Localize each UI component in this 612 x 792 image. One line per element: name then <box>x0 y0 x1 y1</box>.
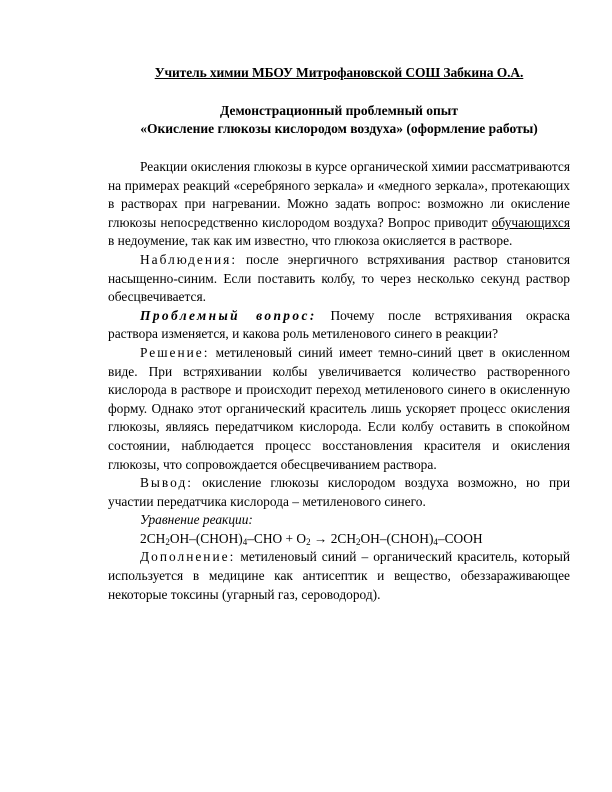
intro-text-1: Реакции окисления глюкозы в курсе органической химии рассматриваются на примерах реакций «серебряного зеркала» и «медного зеркала», протекающих в растворах при нагревании. Можно задать вопрос: возможно ли окисление глюкозы непосредственно кислородом воздуха? Вопрос приводит <box>108 159 570 230</box>
underlined-word: обучающихся <box>491 214 570 230</box>
problem-label: Проблемный вопрос: <box>140 307 317 323</box>
eq-subscript: 2 <box>356 536 361 547</box>
eq-part: –COOH <box>437 530 483 546</box>
intro-text-2: в недоумение, так как им известно, что глюкоза окисляется в растворе. <box>108 233 513 249</box>
conclusion-label: Вывод: <box>140 475 194 491</box>
eq-part: OH–(CHOH) <box>169 530 243 546</box>
eq-part: –CHO + O <box>247 530 307 546</box>
eq-subscript: 2 <box>306 536 311 547</box>
observation-label: Наблюдения: <box>140 251 238 267</box>
eq-subscript: 4 <box>433 536 438 547</box>
eq-part: OH–(CHOH) <box>360 530 434 546</box>
observation-paragraph <box>108 251 570 307</box>
problem-text: Почему после встряхивания окраска раствора изменяется, и какова роль метиленового синего в реакции? <box>108 307 570 342</box>
solution-label: Решение: <box>140 344 210 360</box>
eq-subscript: 4 <box>242 536 248 547</box>
reaction-arrow: → <box>310 530 331 546</box>
addition-text: метиленовый синий – органический краситель, который используется в медицине как антисептик и вещество, обеззараживающее некоторые токсины (угарный газ, сероводород). <box>108 549 570 602</box>
chemical-equation <box>108 530 570 549</box>
conclusion-text: окисление глюкозы кислородом воздуха возможно, но при участии передатчика кислорода – метиленового синего. <box>108 475 570 509</box>
equation-label: Уравнение реакции: <box>140 512 253 528</box>
intro-paragraph <box>108 158 570 251</box>
addition-label: Дополнение: <box>140 549 236 565</box>
document-page <box>108 64 570 604</box>
observation-text: после энергичного встряхивания раствор становится насыщенно-синим. Если поставить колбу, то через несколько секунд раствор обесцвечивается. <box>108 251 570 305</box>
eq-part: 2CH <box>330 530 357 546</box>
solution-text: метиленовый синий имеет темно-синий цвет в окисленном виде. При встряхивании колбы увеличивается количество растворенного кислорода в растворе и происходит переход метиленового синего в окисленную форму. Однако этот органический краситель лишь ускоряет процесс окисления глюкозы, являясь передатчиком кислорода. Если колбу оставить в спокойном состоянии, наблюдается процесс восстановления красителя и окисления глюкозы, что сопровождается обесцвечиванием раствора. <box>108 344 570 472</box>
title-line-1: Демонстрационный проблемный опыт <box>220 103 458 118</box>
document-title <box>108 102 570 138</box>
author-line: Учитель химии МБОУ Митрофановской СОШ Забкина О.А. <box>154 65 524 80</box>
conclusion-paragraph <box>108 474 570 511</box>
title-line-2: «Окисление глюкозы кислородом воздуха» (оформление работы) <box>140 121 538 136</box>
eq-subscript: 2 <box>165 536 170 547</box>
problem-paragraph <box>108 307 570 344</box>
eq-part: 2CH <box>140 530 166 546</box>
solution-paragraph <box>108 344 570 474</box>
addition-paragraph <box>108 548 570 604</box>
